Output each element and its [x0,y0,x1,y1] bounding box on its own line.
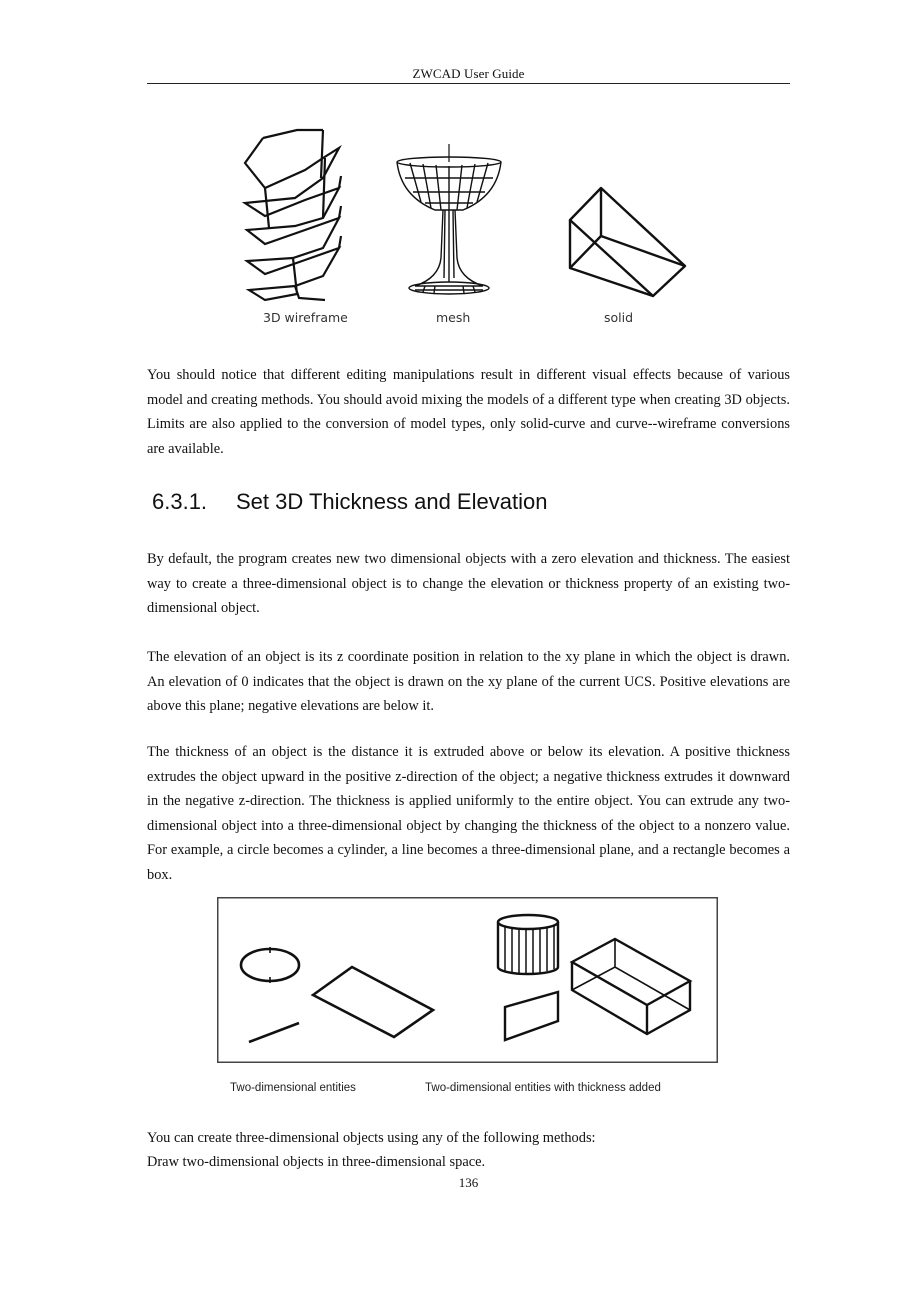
section-heading [152,487,547,517]
wireframe-helix-drawing [245,130,341,300]
wireframe-label: 3D wireframe [263,310,348,325]
thickness-paragraph: The thickness of an object is the distance it is extruded above or below its elevation. A positive thickness extrudes the object upward in the positive z-direction of the object; a negative thickness extrudes it downward in the negative z-direction. The thickness is applied uniformly to the entire object. You can extrude any two-dimensional object into a three-dimensional object by changing the thickness of the object to a nonzero value. For example, a circle becomes a cylinder, a line becomes a three-dimensional plane, and a rectangle becomes a box. [147,744,790,883]
solid-wedge-drawing [570,188,685,296]
model-types-figure [235,118,695,333]
caption-right: Two-dimensional entities with thickness added [425,1082,661,1094]
section-title: Set 3D Thickness and Elevation [236,489,548,514]
mesh-goblet-drawing [397,144,501,294]
page-number: 136 [458,1175,479,1190]
flat-entities-drawing [241,947,433,1042]
default-elevation-paragraph: By default, the program creates new two dimensional objects with a zero elevation and thickness. The easiest way to create a three-dimensional object is to change the elevation or thickness property of an existing two-dimensional object. [147,551,790,616]
methods-item-line: Draw two-dimensional objects in three-dimensional space. [147,1154,486,1170]
section-number: 6.3.1. [152,489,208,514]
methods-intro-line: You can create three-dimensional objects using any of the following methods: [147,1130,596,1146]
thickness-figure [217,897,718,1063]
header-rule [147,83,790,84]
elevation-paragraph: The elevation of an object is its z coordinate position in relation to the xy plane in which the object is drawn. An elevation of 0 indicates that the object is drawn on the xy plane of the current UCS. Positive elevations are above this plane; negative elevations are below it. [147,649,790,714]
mesh-label: mesh [436,310,471,325]
thick-entities-drawing [498,915,690,1040]
figure-frame [218,898,718,1063]
intro-paragraph: You should notice that different editing manipulations result in different visual effects because of various model and creating methods. You should avoid mixing the models of a different type when creating 3D objects. Limits are also applied to the conversion of model types, only solid-curve and curve--wireframe conversions are available. [147,367,790,457]
solid-label: solid [604,310,634,325]
caption-left: Two-dimensional entities [230,1082,356,1094]
header-title: ZWCAD User Guide [412,66,525,81]
